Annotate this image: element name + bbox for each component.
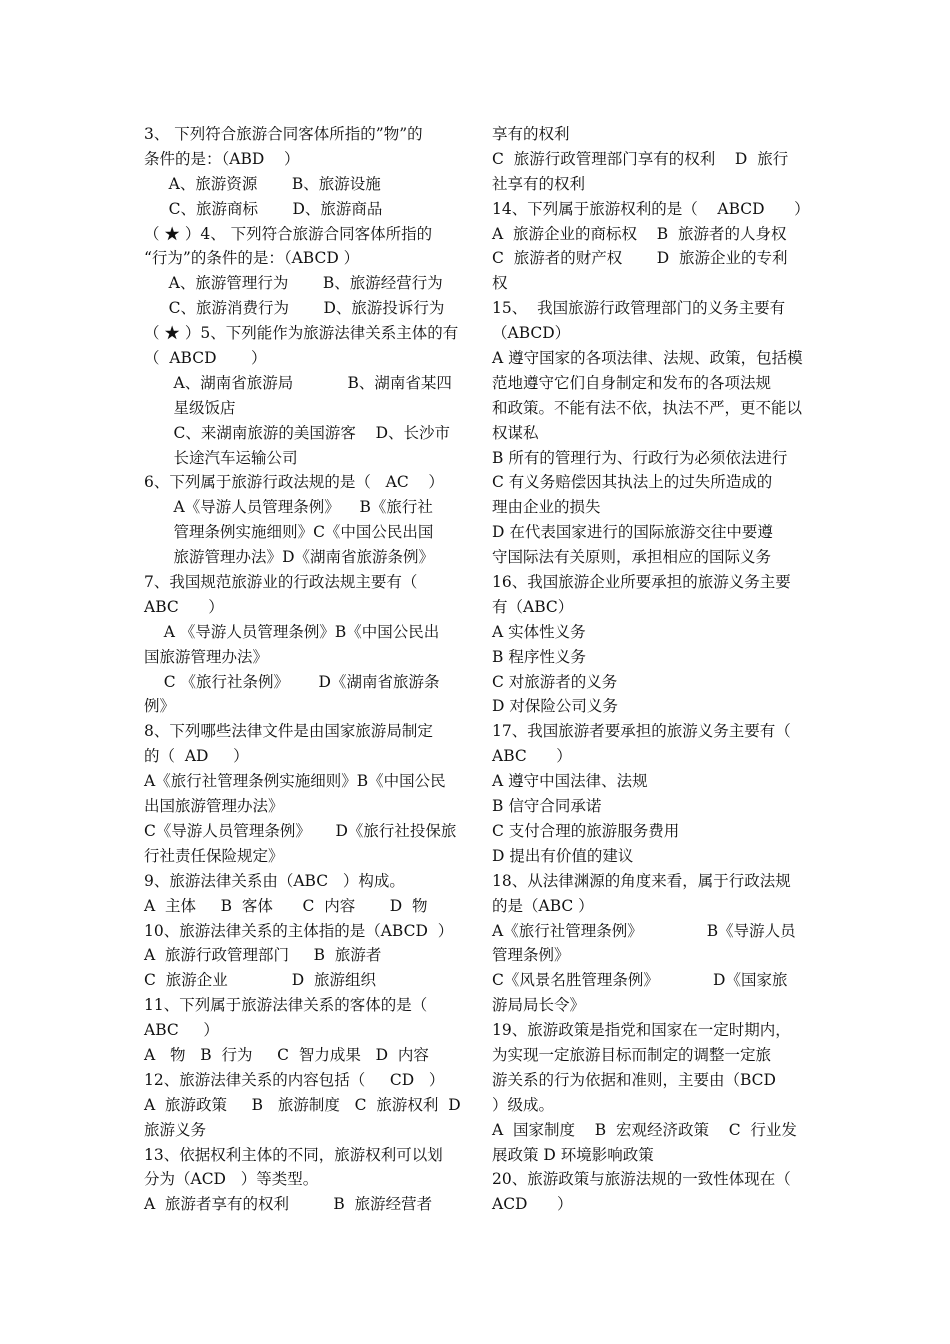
text-line: 20、旅游政策与旅游法规的一致性体现在（: [492, 1170, 791, 1189]
text-line: A、旅游资源 B、旅游设施: [144, 174, 381, 193]
text-line: 出国旅游管理办法》: [144, 797, 284, 816]
text-line: 条件的是：（ABD ）: [144, 149, 300, 168]
text-line: 权谋私: [492, 423, 539, 442]
text-line: 长途汽车运输公司: [144, 448, 298, 467]
text-line: （ ★ ）4、 下列符合旅游合同客体所指的: [144, 224, 433, 243]
text-line: 权: [492, 274, 508, 293]
text-line: 19、旅游政策是指党和国家在一定时期内，: [492, 1021, 791, 1040]
text-line: 12、旅游法律关系的内容包括（ CD ）: [144, 1070, 445, 1089]
text-line: ABC ）: [492, 747, 572, 766]
text-line: 游局局长令》: [492, 996, 586, 1015]
text-line: C《风景名胜管理条例》 D《国家旅: [492, 971, 788, 990]
text-line: “行为”的条件的是：（ABCD ）: [144, 249, 360, 268]
text-line: 行社责任保险规定》: [144, 846, 284, 865]
text-line: C 有义务赔偿因其执法上的过失所造成的: [492, 473, 773, 492]
text-line: 18、从法律渊源的角度来看，属于行政法规: [492, 871, 791, 890]
text-line: 为实现一定旅游目标而制定的调整一定旅: [492, 1045, 772, 1064]
text-line: A《导游人员管理条例》 B《旅行社: [144, 498, 433, 517]
text-line: 管理条例》: [492, 946, 570, 965]
text-line: C 旅游行政管理部门享有的权利 D 旅行: [492, 149, 789, 168]
text-line: 6、下列属于旅游行政法规的是（ AC ）: [144, 473, 444, 492]
text-line: A 旅游企业的商标权 B 旅游者的人身权: [492, 224, 787, 243]
text-line: 分为（ACD ）等类型。: [144, 1170, 319, 1189]
text-line: 星级饭店: [144, 398, 236, 417]
text-line: A 国家制度 B 宏观经济政策 C 行业发: [492, 1120, 797, 1139]
text-line: B 程序性义务: [492, 647, 586, 666]
text-line: A 旅游政策 B 旅游制度 C 旅游权利 D: [144, 1095, 461, 1114]
text-line: （ ★ ）5、下列能作为旅游法律关系主体的有: [144, 324, 459, 343]
text-line: 8、下列哪些法律文件是由国家旅游局制定: [144, 722, 433, 741]
text-line: 管理条例实施细则》C《中国公民出国: [144, 523, 434, 542]
left-column: [144, 122, 462, 1217]
text-line: A《旅行社管理条例实施细则》B《中国公民: [144, 772, 446, 791]
text-line: ABC ）: [144, 597, 224, 616]
text-line: 旅游管理办法》D《湖南省旅游条例》: [144, 548, 434, 567]
right-column: [492, 122, 810, 1217]
text-line: A《旅行社管理条例》 B《导游人员: [492, 921, 796, 940]
text-line: A 物 B 行为 C 智力成果 D 内容: [144, 1045, 429, 1064]
text-line: C、旅游商标 D、旅游商品: [144, 199, 383, 218]
text-line: ）级成。: [492, 1095, 555, 1114]
text-line: A 旅游者享有的权利 B 旅游经营者: [144, 1195, 433, 1214]
text-line: 展政策 D 环境影响政策: [492, 1145, 654, 1164]
text-line: A、旅游管理行为 B、旅游经营行为: [144, 274, 443, 293]
text-line: 旅游义务: [144, 1120, 207, 1139]
text-line: 国旅游管理办法》: [144, 647, 269, 666]
text-line: 9、旅游法律关系由（ABC ）构成。: [144, 871, 405, 890]
text-line: A 遵守国家的各项法律、法规、政策，包括模: [492, 349, 803, 368]
text-line: 范地遵守它们自身制定和发布的各项法规: [492, 373, 772, 392]
text-line: B 所有的管理行为、行政行为必须依法进行: [492, 448, 788, 467]
text-line: （ ABCD ）: [144, 349, 267, 368]
text-line: 理由企业的损失: [492, 498, 601, 517]
text-line: 7、我国规范旅游业的行政法规主要有（: [144, 573, 418, 592]
text-line: 的是（ABC ）: [492, 896, 594, 915]
text-line: 和政策。不能有法不依，执法不严，更不能以: [492, 398, 803, 417]
text-line: 13、依据权利主体的不同，旅游权利可以划: [144, 1145, 443, 1164]
text-line: B 信守合同承诺: [492, 797, 602, 816]
text-line: 守国际法有关原则，承担相应的国际义务: [492, 548, 772, 567]
text-line: 游关系的行为依据和准则，主要由（BCD: [492, 1070, 776, 1089]
text-line: C 《旅行社条例》 D《湖南省旅游条: [144, 672, 440, 691]
text-line: C 对旅游者的义务: [492, 672, 618, 691]
text-line: A、湖南省旅游局 B、湖南省某四: [144, 373, 452, 392]
text-line: A 实体性义务: [492, 622, 586, 641]
text-line: C 旅游者的财产权 D 旅游企业的专利: [492, 249, 788, 268]
text-line: D 在代表国家进行的国际旅游交往中要遵: [492, 523, 773, 542]
text-line: C、来湖南旅游的美国游客 D、长沙市: [144, 423, 451, 442]
text-line: 享有的权利: [492, 125, 570, 143]
text-line: C、旅游消费行为 D、旅游投诉行为: [144, 299, 445, 318]
text-line: C《导游人员管理条例》 D《旅行社投保旅: [144, 821, 457, 840]
text-line: 3、 下列符合旅游合同客体所指的”物”的: [144, 125, 423, 143]
text-line: C 支付合理的旅游服务费用: [492, 821, 680, 840]
text-line: A 主体 B 客体 C 内容 D 物: [144, 896, 428, 915]
text-line: ACD ）: [492, 1195, 573, 1214]
text-line: A 遵守中国法律、法规: [492, 772, 648, 791]
text-line: 16、我国旅游企业所要承担的旅游义务主要: [492, 573, 791, 592]
text-line: 有（ABC）: [492, 597, 574, 616]
text-line: D 提出有价值的建议: [492, 846, 634, 865]
text-line: 11、下列属于旅游法律关系的客体的是（: [144, 996, 428, 1015]
text-line: C 旅游企业 D 旅游组织: [144, 971, 377, 990]
text-line: （ABCD）: [492, 324, 571, 343]
text-line: 社享有的权利: [492, 174, 586, 193]
text-line: A 《导游人员管理条例》B《中国公民出: [144, 622, 440, 641]
text-line: 15、 我国旅游行政管理部门的义务主要有: [492, 299, 786, 318]
text-line: D 对保险公司义务: [492, 697, 618, 716]
text-line: 14、下列属于旅游权利的是（ ABCD ）: [492, 199, 810, 218]
text-line: A 旅游行政管理部门 B 旅游者: [144, 946, 382, 965]
text-line: 17、我国旅游者要承担的旅游义务主要有（: [492, 722, 791, 741]
text-line: 例》: [144, 697, 176, 716]
text-line: 的（ AD ）: [144, 747, 249, 766]
text-line: ABC ）: [144, 1021, 219, 1040]
text-line: 10、旅游法律关系的主体指的是（ABCD ）: [144, 921, 454, 940]
